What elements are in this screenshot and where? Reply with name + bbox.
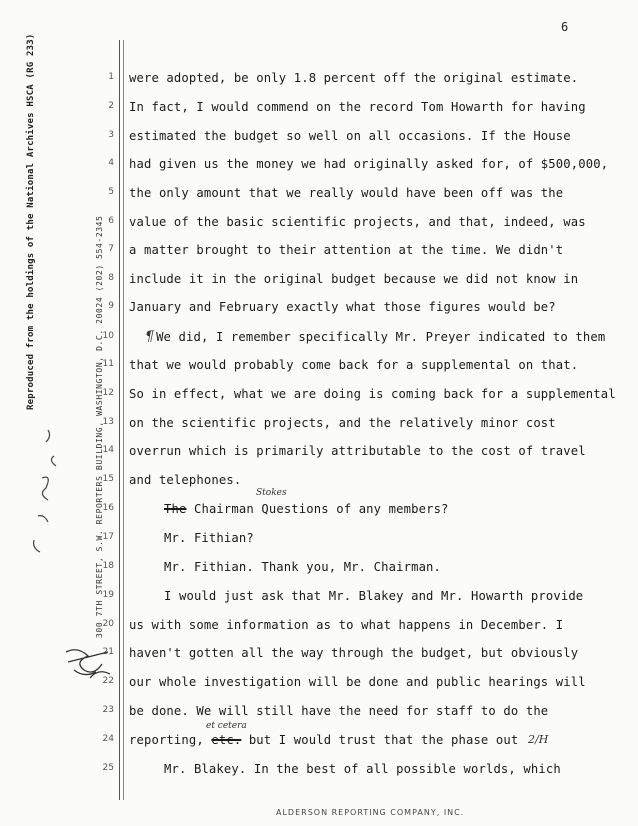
transcript-line: value of the basic scientific projects, and that, indeed, was: [129, 215, 586, 229]
line-number: 13: [102, 417, 114, 427]
transcript-line: a matter brought to their attention at the time. We didn't: [129, 243, 564, 257]
paragraph-mark: ¶: [145, 329, 155, 345]
handwritten-et-cetera: et cetera: [206, 721, 247, 731]
transcript-line: had given us the money we had originally asked for, of $500,000,: [129, 157, 609, 171]
line-number: 20: [102, 619, 114, 629]
line-text: Questions of any members?: [253, 502, 449, 516]
struck-word: etc.: [211, 733, 242, 747]
line-text: but I would trust that the phase out: [241, 733, 519, 747]
line-number: 9: [108, 301, 114, 311]
signature-scribble: [60, 640, 122, 690]
line-number: 3: [108, 130, 114, 140]
line-number: 18: [102, 561, 114, 571]
line-number: 24: [102, 734, 114, 744]
line-text: reporting,: [129, 733, 204, 747]
transcript-line: were adopted, be only 1.8 percent off the original estimate.: [129, 71, 579, 85]
line-number: 10: [102, 331, 114, 341]
line-number: 22: [102, 676, 114, 686]
line-number: 23: [102, 705, 114, 715]
reporting-line: [129, 733, 518, 747]
handwritten-stokes: Stokes: [256, 488, 287, 498]
transcript-line: estimated the budget so well on all occasions. If the House: [129, 129, 571, 143]
transcript-line: So in effect, what we are doing is coming back for a supplemental: [129, 387, 616, 401]
line-number: 12: [102, 388, 114, 398]
chairman-line: [164, 502, 449, 516]
margin-scribbles: [20, 420, 80, 560]
line-number: 21: [102, 647, 114, 657]
transcript-line: January and February exactly what those figures would be?: [129, 300, 556, 314]
transcript-line: Mr. Fithian?: [164, 531, 254, 545]
margin-rule-inner: [123, 40, 124, 800]
struck-word: The: [164, 502, 187, 516]
transcript-line: us with some information as to what happens in December. I: [129, 618, 564, 632]
transcript-line: our whole investigation will be done and public hearings will: [129, 675, 586, 689]
line-number: 5: [108, 187, 114, 197]
line-number: 19: [102, 590, 114, 600]
transcript-line: the only amount that we really would have been off was the: [129, 186, 564, 200]
transcript-line: Mr. Fithian. Thank you, Mr. Chairman.: [164, 560, 442, 574]
transcript-line: on the scientific projects, and the relatively minor cost: [129, 416, 556, 430]
transcript-line: include it in the original budget because we did not know in: [129, 272, 579, 286]
reporter-address: 300 7TH STREET, S.W. REPORTERS BUILDING, WASHINGTON, D.C. 20024 (202) 554-2345: [95, 215, 104, 638]
archive-stamp: Reproduced from the holdings of the National Archives HSCA (RG 233): [26, 33, 36, 410]
transcript-line: that we would probably come back for a supplemental on that.: [129, 358, 579, 372]
transcript-line: overrun which is primarily attributable to the cost of travel: [129, 444, 586, 458]
line-number: 15: [102, 474, 114, 484]
page-number: 6: [561, 20, 569, 34]
line-number: 16: [102, 503, 114, 513]
line-number: 6: [108, 216, 114, 226]
transcript-line: and telephones.: [129, 473, 242, 487]
transcript-line: Mr. Blakey. In the best of all possible worlds, which: [164, 762, 561, 776]
footer-company: ALDERSON REPORTING COMPANY, INC.: [276, 808, 465, 817]
line-number: 1: [108, 72, 114, 82]
line-number: 7: [108, 244, 114, 254]
line-number: 11: [102, 359, 114, 369]
line-number: 17: [102, 532, 114, 542]
transcript-line: In fact, I would commend on the record Tom Howarth for having: [129, 100, 586, 114]
speaker-name: Chairman: [193, 502, 254, 516]
line-number: 2: [108, 101, 114, 111]
line-number: 25: [102, 763, 114, 773]
transcript-line: be done. We will still have the need for staff to do the: [129, 704, 549, 718]
transcript-line: haven't gotten all the way through the budget, but obviously: [129, 646, 579, 660]
transcript-line: I would just ask that Mr. Blakey and Mr. Howarth provide: [164, 589, 584, 603]
transcript-line: We did, I remember specifically Mr. Preyer indicated to them: [156, 330, 606, 344]
handwritten-fraction: 2/H: [528, 733, 549, 746]
line-number: 4: [108, 158, 114, 168]
line-number: 8: [108, 273, 114, 283]
transcript-line-annotated: [145, 329, 605, 345]
line-number: 14: [102, 445, 114, 455]
